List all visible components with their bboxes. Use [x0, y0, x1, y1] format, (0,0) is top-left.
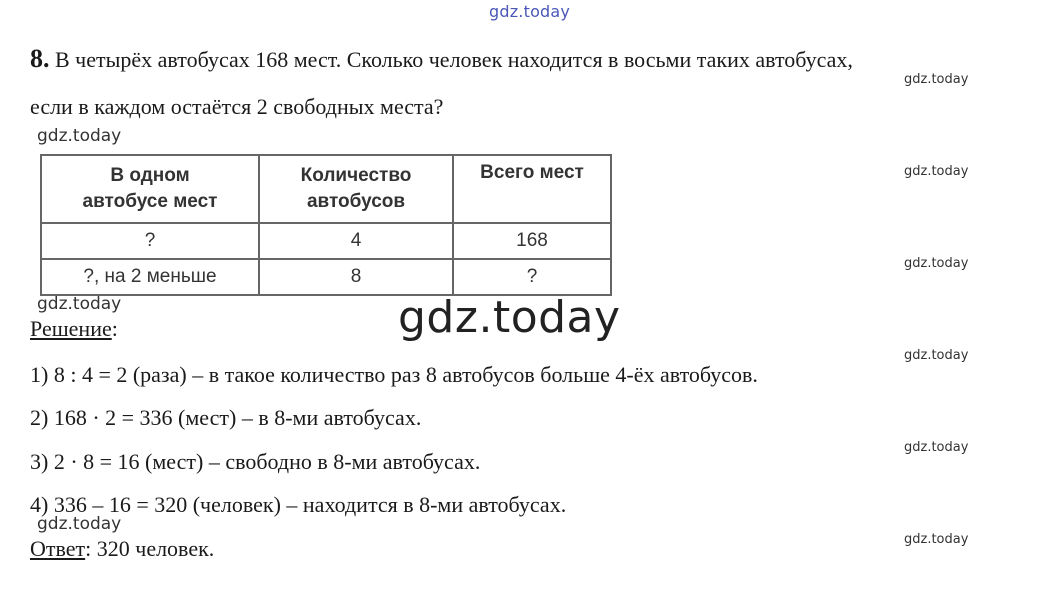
- answer-line: [30, 536, 214, 562]
- table-cell: 8: [259, 259, 453, 295]
- problem-number: 8.: [30, 44, 50, 73]
- problem-line-2: если в каждом остаётся 2 свободных места?: [30, 94, 444, 119]
- table-cell: 168: [453, 223, 611, 259]
- problem-line-1: [30, 44, 853, 74]
- solution-step-1: 1) 8 : 4 = 2 (раза) – в такое количество раз 8 автобусов больше 4-ёх автобусов.: [30, 362, 758, 387]
- solution-heading: [30, 316, 118, 342]
- table-cell: ?: [41, 223, 259, 259]
- solution-step-2: 2) 168 · 2 = 336 (мест) – в 8-ми автобусах.: [30, 405, 422, 430]
- watermark-right-4: gdz.today: [904, 348, 969, 363]
- problem-text-1: В четырёх автобусах 168 мест. Сколько человек находится в восьми таких автобусах,: [49, 47, 853, 72]
- solution-heading-colon: :: [111, 316, 118, 341]
- table-header-total-seats: Всего мест: [453, 155, 611, 223]
- problem-table: [40, 154, 612, 296]
- table-header-seats-per-bus: В одном автобусе мест: [41, 155, 259, 223]
- table-row: [41, 259, 611, 295]
- solution-step-3: 3) 2 · 8 = 16 (мест) – свободно в 8-ми автобусах.: [30, 449, 481, 474]
- table-cell: ?, на 2 меньше: [41, 259, 259, 295]
- watermark-left-3: gdz.today: [37, 514, 122, 534]
- answer-label: Ответ: [30, 536, 86, 561]
- watermark-left-1: gdz.today: [37, 126, 122, 146]
- table-cell: 4: [259, 223, 453, 259]
- table-cell: ?: [453, 259, 611, 295]
- watermark-center: gdz.today: [398, 292, 621, 343]
- table-row: [41, 223, 611, 259]
- watermark-right-5: gdz.today: [904, 440, 969, 455]
- watermark-top: gdz.today: [489, 2, 571, 21]
- watermark-left-2: gdz.today: [37, 294, 122, 314]
- solution-step-4: 4) 336 – 16 = 320 (человек) – находится в 8-ми автобусах.: [30, 492, 567, 517]
- watermark-right-2: gdz.today: [904, 164, 969, 179]
- watermark-right-1: gdz.today: [904, 72, 969, 87]
- table-header-row: [41, 155, 611, 223]
- answer-text: : 320 человек.: [85, 536, 215, 561]
- table-header-bus-count: Количество автобусов: [259, 155, 453, 223]
- watermark-right-3: gdz.today: [904, 256, 969, 271]
- solution-heading-label: Решение: [30, 316, 112, 341]
- watermark-right-6: gdz.today: [904, 532, 969, 547]
